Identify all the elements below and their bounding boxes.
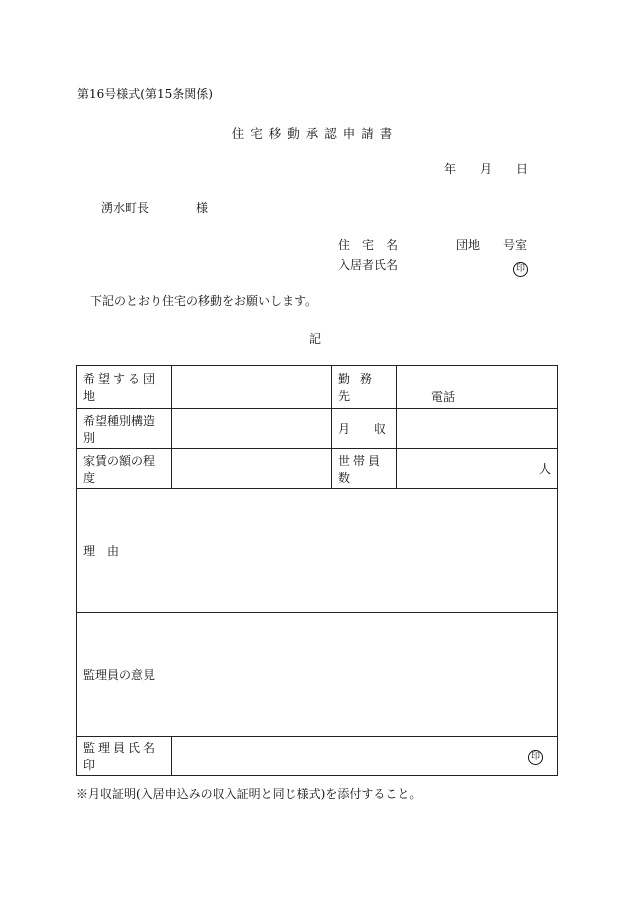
monthly-income-label: 月 収 xyxy=(332,409,397,449)
phone-label: 電話 xyxy=(431,390,456,404)
resident-name-label: 入居者氏名 xyxy=(338,258,399,272)
table-row xyxy=(77,737,558,776)
household-members-label: 世帯員数 xyxy=(332,449,397,489)
applicant-seal-mark xyxy=(513,256,528,277)
addressee-name: 湧水町長 xyxy=(101,201,150,215)
household-members-field[interactable] xyxy=(397,449,558,489)
form-number: 第16号様式(第15条関係) xyxy=(77,87,213,101)
date-day-label: 日 xyxy=(516,162,529,176)
desired-danchi-field[interactable] xyxy=(172,366,332,409)
desired-type-field[interactable] xyxy=(172,409,332,449)
room-number-label: 号室 xyxy=(503,238,528,252)
ki-heading: 記 xyxy=(308,332,321,346)
reason-field[interactable] xyxy=(77,489,558,613)
table-row xyxy=(77,409,558,449)
supervisor-seal-label: 監理員氏名印 xyxy=(77,737,172,776)
table-row xyxy=(77,366,558,409)
addressee-honorific: 様 xyxy=(196,201,209,215)
desired-type-label: 希望種別構造別 xyxy=(77,409,172,449)
document-title: 住宅移動承認申請書 xyxy=(231,126,399,141)
table-row xyxy=(77,613,558,737)
monthly-income-field[interactable] xyxy=(397,409,558,449)
house-name-label: 住 宅 名 xyxy=(338,238,399,252)
supervisor-opinion-field[interactable] xyxy=(77,613,558,737)
table-row xyxy=(77,449,558,489)
workplace-label: 勤 務 先 xyxy=(332,366,397,409)
rent-level-label: 家賃の額の程度 xyxy=(77,449,172,489)
seal-icon: 印 xyxy=(513,262,528,277)
workplace-field[interactable] xyxy=(397,366,558,409)
intro-text: 下記のとおり住宅の移動をお願いします。 xyxy=(90,294,318,308)
date-month-label: 月 xyxy=(480,162,493,176)
application-table xyxy=(76,365,558,776)
table-row xyxy=(77,489,558,613)
desired-danchi-label: 希望する団地 xyxy=(77,366,172,409)
danchi-label: 団地 xyxy=(456,238,481,252)
rent-level-field[interactable] xyxy=(172,449,332,489)
supervisor-opinion-label: 監理員の意見 xyxy=(83,668,156,682)
supervisor-seal-field[interactable] xyxy=(172,737,558,776)
date-year-label: 年 xyxy=(444,162,457,176)
persons-unit-label: 人 xyxy=(538,462,551,476)
attachment-note: ※月収証明(入居申込みの収入証明と同じ様式)を添付すること。 xyxy=(76,787,422,801)
reason-label: 理 由 xyxy=(83,544,120,558)
seal-icon: 印 xyxy=(528,750,543,765)
